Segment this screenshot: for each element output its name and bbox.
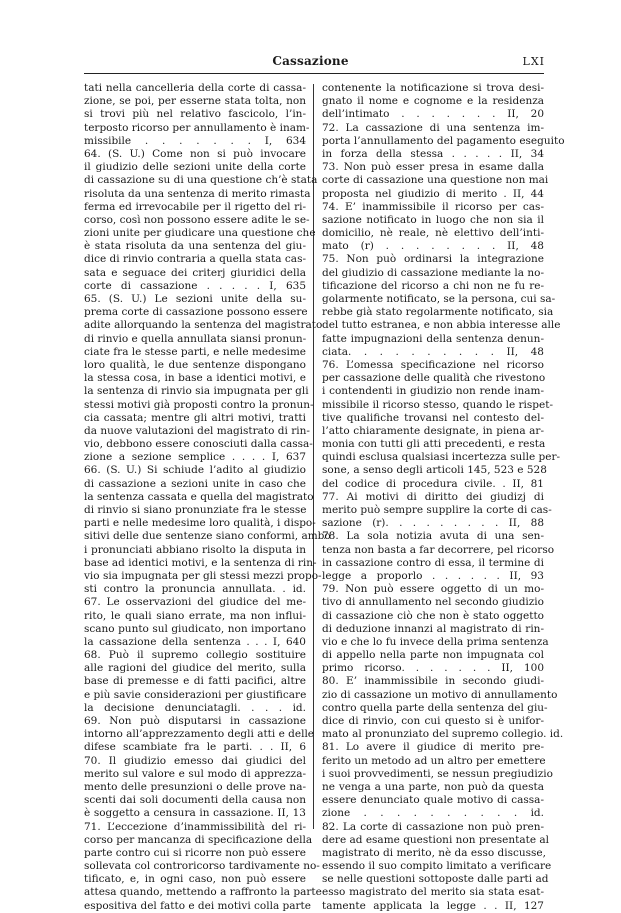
text-line: tamente applicata la legge . . II, 127 [322,899,544,912]
text-line: porta l’annullamento del pagamento eseguito [322,134,565,147]
text-line: 66. (S. U.) Si schiude l’adito al giudizio [84,464,306,477]
text-line: mento delle presunzioni o delle prove na- [84,780,306,793]
text-line: corte di cassazione una questione non mai [322,174,549,187]
text-line: zio di cassazione un motivo di annullamento [322,688,558,701]
text-line: zione . . . . . . . . . . id. [322,807,544,820]
text-line: 69. Non può disputarsi in cassazione [84,715,306,727]
text-line: vio e che lo fu invece della prima sentenza [322,635,549,648]
text-line: 72. La cassazione di una sentenza im- [322,121,544,134]
text-line: di cassazione a sezioni unite in caso che [84,477,306,490]
text-line: sone, a senso degli articoli 145, 523 e 528 [322,464,547,477]
text-line: 73. Non può esser presa in esame dalla [322,161,544,174]
text-line: 65. (S. U.) Le sezioni unite della su- [84,293,306,305]
text-line: proposta nel giudizio di merito . II, 44 [322,187,544,200]
text-line: del tutto estranea, e non abbia interesse alle [322,319,561,332]
text-line: dice di rinvio, con cui questo si è unifor- [322,715,544,727]
text-line: da nuove valutazioni del magistrato di rin- [84,424,310,437]
text-line: missibile il ricorso stesso, quando le rispet- [322,398,553,411]
text-line: dere ad esame questioni non presentate al [322,833,550,846]
text-line: mato (r) . . . . . . . . II, 48 [322,240,544,253]
text-line: si trovi più nel relativo fascicolo, l’in- [84,108,306,121]
text-line: primo ricorso. . . . . . . II, 100 [322,662,544,675]
text-line: corte di cassazione . . . . . I, 635 [84,279,306,292]
text-line: 81. Lo avere il giudice di merito pre- [322,741,544,754]
text-line: sazione notificato in luogo che non sia il [322,213,544,226]
text-line: zione, se poi, per esserne stata tolta, non [84,95,306,108]
running-title: Cassazione [272,54,349,68]
text-line: 70. Il giudizio emesso dai giudici del [84,754,306,767]
text-line: di appello nella parte non impugnata col [322,649,544,662]
text-line: la sentenza di rinvio sia impugnata per gli [84,385,309,398]
text-line: stessi motivi già proposti contro la pronun- [84,398,314,411]
text-line: sti contro la pronuncia annullata. . id. [84,583,306,596]
text-line: se nelle questioni sottoposte dalle parti ad [322,873,549,886]
text-line: tificato, e, in ogni caso, non può essere [84,873,306,886]
text-line: loro qualità, le due sentenze dispongano [84,358,306,371]
text-line: 74. E’ inammissibile il ricorso per cas- [322,200,544,213]
text-line: la decisione denunciatagli. . . . id. [84,701,306,714]
text-line: i pronunciati abbiano risolto la disputa in [84,543,306,556]
text-line: ne venga a una parte, non può da questa [322,780,544,793]
text-line: parti e nelle medesime loro qualità, i dispo- [84,517,316,530]
text-line: legge a proporlo . . . . . . II, 93 [322,569,544,582]
text-line: scenti dai soli documenti della causa non [84,794,306,807]
left-column [84,82,331,913]
text-line: contro quella parte della sentenza del giu- [322,701,548,714]
text-line: domicilio, nè reale, nè elettivo dell’inti- [322,227,544,240]
text-line: e più savie considerazioni per giustificare [84,688,307,701]
text-line: mato al pronunziato del supremo collegio. id. [322,728,564,741]
text-line: cia cassata; mentre gli altri motivi, tratti [84,411,306,424]
text-line: fatte impugnazioni della sentenza denun- [322,332,544,345]
text-line: golarmente notificato, se la persona, cui sa- [322,293,556,305]
text-line: è stata risoluta da una sentenza del giu- [84,240,306,253]
text-line: 82. La corte di cassazione non può pren- [322,820,544,833]
text-line: 76. L’omessa specificazione nel ricorso [322,358,544,371]
text-line: in forza della stessa . . . . . II, 34 [322,147,544,160]
text-line: ciata. . . . . . . . . . II, 48 [322,345,544,358]
text-line: 79. Non può essere oggetto di un mo- [322,583,544,596]
text-line: la sentenza cassata e quella del magistrato [84,490,314,503]
text-line: del codice di procedura civile. . II, 81 [322,477,544,490]
text-line: missibile . . . . . . . I, 634 [84,134,306,147]
text-line: 78. La sola notizia avuta di una sen- [322,530,544,543]
text-line: sollevata col controricorso tardivamente no- [84,860,320,873]
text-line: sazione (r). . . . . . . . . II, 88 [322,517,544,530]
text-line: ciate fra le stesse parti, e nelle medesime [84,345,306,358]
text-line: base ad identici motivi, e la sentenza di rin- [84,556,317,569]
text-line: merito sul valore e sul modo di apprezza- [84,767,306,780]
text-line: essendo il suo compito limitato a verificare [322,860,552,873]
text-line: quindi esclusa qualsiasi incertezza sulle per- [322,451,561,464]
text-line: 77. Ai motivi di diritto dei giudizj di [322,490,544,503]
text-line: l’atto chiaramente designate, in piena ar- [322,424,544,437]
text-line: rebbe già stato regolarmente notificato, sia [322,306,554,319]
text-line: dell’intimato . . . . . . . II, 20 [322,108,544,121]
text-line: alle ragioni del giudice del merito, sulla [84,662,306,675]
text-line: prema corte di cassazione possono essere [84,306,308,319]
text-line: corso per mancanza di specificazione della [84,833,313,846]
text-line: adite allorquando la sentenza del magistrato [84,319,323,332]
text-line: base di premesse e di fatti pacifici, altre [84,675,306,688]
text-line: gnato il nome e cognome e la residenza [322,95,544,108]
text-line: sitivi delle due sentenze siano conformi, ambo [84,530,331,543]
text-line: di cassazione su di una questione ch’è stata [84,174,318,187]
text-line: per cassazione delle qualità che rivestono [322,372,546,385]
text-line: di rinvio e quella annullata siansi pronun- [84,332,307,345]
text-line: contenente la notificazione si trova desi- [322,82,544,94]
text-line: è soggetto a censura in cassazione. II, 13 [84,807,306,820]
text-line: risoluta da una sentenza di merito rimasta [84,187,311,200]
text-line: 68. Può il supremo collegio sostituire [84,649,306,662]
text-line: 80. E’ inammissibile in secondo giudi- [322,675,544,688]
text-line: di cassazione ciò che non è stato oggetto [322,609,544,622]
text-line: tenza non basta a far decorrere, pel ricorso [322,543,555,556]
right-column [322,82,565,913]
text-line: corso, così non possono essere adite le se- [84,213,310,226]
text-line: scano punto sul giudicato, non importano [84,622,306,635]
text-line: vio sia impugnata per gli stessi mezzi propo- [84,569,322,582]
text-line: vio, debbono essere conosciuti dalla cassa- [84,438,313,451]
text-line: tivo di annullamento nel secondo giudizio [322,596,544,609]
text-line: i suoi provvedimenti, se nessun pregiudizio [322,767,553,780]
text-line: 67. Le osservazioni del giudice del me- [84,596,306,609]
text-line: terposto ricorso per annullamento è inam- [84,121,310,134]
text-line: la stessa cosa, in base a identici motivi, e [84,372,306,385]
header-rule [84,73,544,74]
text-line: ferma ed irrevocabile per il rigetto del ri- [84,200,306,213]
text-line: dice di rinvio contraria a quella stata cas- [84,253,306,266]
text-line: di rinvio si siano pronunziate fra le stesse [84,504,307,516]
text-line: esso magistrato del merito sia stata esat- [322,886,544,899]
text-line: monia con tutti gli atti precedenti, e resta [322,438,546,451]
text-line: tive qualifiche trovansi nel contesto del- [322,411,544,424]
text-line: tificazione del ricorso a chi non ne fu re- [322,279,544,292]
text-line: ferito un metodo ad un altro per emettere [322,754,546,767]
text-line: in cassazione contro di essa, il termine di [322,556,544,569]
text-line: espositiva del fatto e dei motivi colla parte [84,899,311,912]
text-line: il giudizio delle sezioni unite della corte [84,161,306,174]
text-line: magistrato di merito, nè da esso discusse, [322,846,546,859]
text-line: i contendenti in giudizio non rende inam- [322,385,544,398]
text-line: essere denunciato quale motivo di cassa- [322,794,544,807]
text-line: rito, le quali siano errate, ma non influi- [84,609,306,622]
text-line: attesa quando, mettendo a raffronto la parte [84,886,322,899]
text-line: 71. L’eccezione d’inammissibilità del ri- [84,820,306,833]
text-line: del giudizio di cassazione mediante la no- [322,266,544,279]
text-line: 64. (S. U.) Come non si può invocare [84,147,306,160]
text-line: zione a sezione semplice . . . . I, 637 [84,451,306,464]
text-line: di deduzione innanzi al magistrato di rin- [322,622,544,635]
text-line: parte contro cui si ricorre non può essere [84,846,306,859]
text-line: la cassazione della sentenza . . . I, 640 [84,635,306,648]
text-line: difese scambiate fra le parti. . . II, 6 [84,741,306,754]
page-number: LXI [522,55,545,68]
column-divider [313,84,314,829]
text-line: 75. Non può ordinarsi la integrazione [322,253,544,266]
text-line: zioni unite per giudicare una questione che [84,227,316,240]
text-line: merito può sempre supplire la corte di cas- [322,504,552,516]
text-line: intorno all’apprezzamento degli atti e delle [84,728,315,741]
text-line: tati nella cancelleria della corte di cassa- [84,82,306,94]
text-line: sata e seguace dei criterj giuridici della [84,266,306,279]
